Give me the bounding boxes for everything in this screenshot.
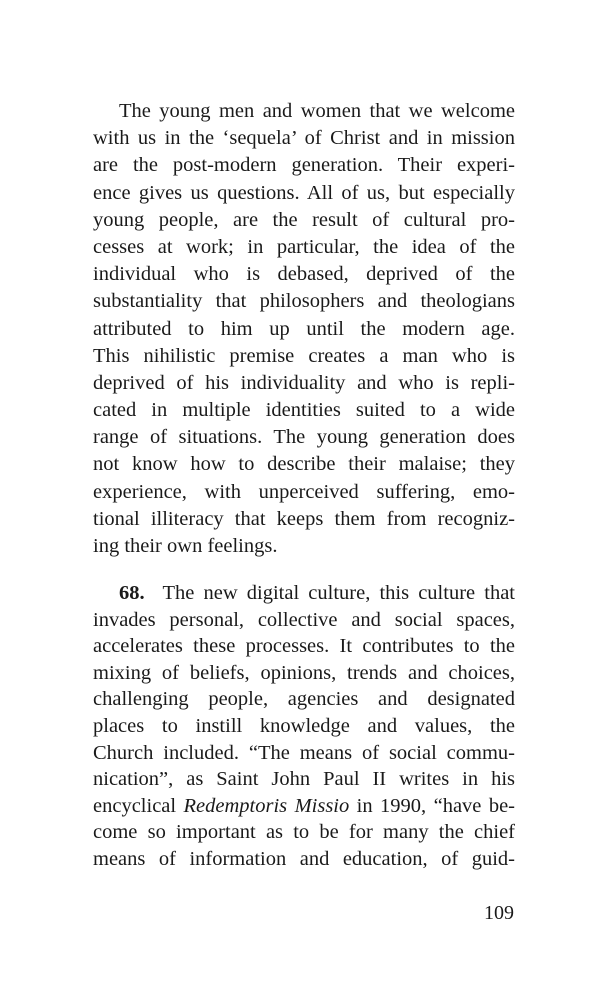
text-span: encyclical (93, 794, 184, 817)
text-span: The new digital culture, this culture that (162, 582, 515, 604)
text-line: mixing of beliefs, opinions, trends and choices, (93, 661, 515, 684)
text-line (93, 580, 515, 607)
text-line: substantiality that philosophers and theologians (93, 290, 515, 313)
text-line: not know how to describe their malaise; they (93, 453, 515, 476)
text-line: tional illiteracy that keeps them from recogniz- (93, 507, 515, 530)
text-line: ence gives us questions. All of us, but especially (93, 181, 515, 204)
text-line: range of situations. The young generation does (93, 426, 515, 449)
paragraph-1 (93, 98, 515, 560)
italic-title: Redemptoris Missio (183, 794, 350, 817)
text-line: attributed to him up until the modern age. (93, 317, 515, 340)
text-line: young people, are the result of cultural pro- (93, 208, 515, 231)
page-number: 109 (484, 902, 514, 924)
text-line: deprived of his individuality and who is repli- (93, 371, 515, 394)
text-line: nication”, as Saint John Paul II writes in his (93, 768, 515, 791)
text-line: cesses at work; in particular, the idea of the (93, 235, 515, 258)
text-line (93, 793, 515, 820)
text-line: This nihilistic premise creates a man who is (93, 344, 515, 367)
text-line: with us in the ‘sequela’ of Christ and in mission (93, 127, 515, 150)
text-line: individual who is debased, deprived of the (93, 263, 515, 286)
paragraph-number: 68. (119, 582, 145, 604)
text-line: come so important as to be for many the chief (93, 821, 515, 844)
text-span: in 1990, “have be- (349, 794, 516, 817)
text-line: places to instill knowledge and values, the (93, 714, 515, 737)
text-line: are the post-modern generation. Their experi- (93, 154, 515, 177)
text-line: ing their own feelings. (93, 535, 278, 557)
text-line: experience, with unperceived suffering, emo- (93, 480, 515, 503)
text-line: means of information and education, of guid- (93, 847, 515, 870)
text-line: The young men and women that we welcome (119, 100, 515, 122)
text-line: Church included. “The means of social commu- (93, 741, 515, 764)
text-line: cated in multiple identities suited to a wide (93, 399, 515, 422)
text-line: challenging people, agencies and designated (93, 688, 515, 711)
text-line: invades personal, collective and social spaces, (93, 608, 515, 631)
paragraph-68 (93, 580, 515, 873)
text-line: accelerates these processes. It contributes to the (93, 635, 515, 658)
